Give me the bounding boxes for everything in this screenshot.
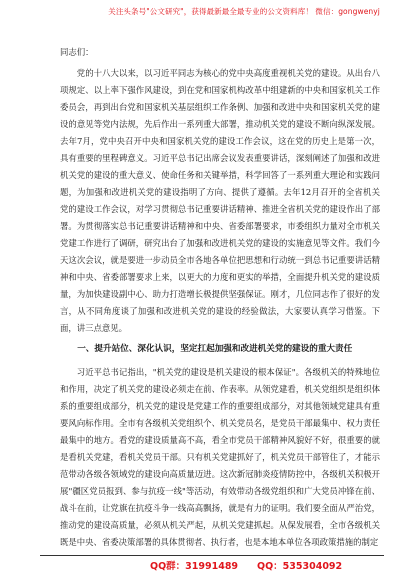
- header-banner: 关注头条号"公文研究"，获得最新最全最专业的公文资料库！ 微信：gongwenyj: [108, 7, 380, 16]
- section-heading: 一、提升站位、深化认识，坚定扛起加强和改进机关党的建设的重大责任: [77, 344, 353, 354]
- footer-divider: [40, 555, 384, 556]
- qq-group-number: QQ群：31991489: [150, 561, 239, 572]
- document-body: [60, 44, 380, 551]
- section-paragraph: 习近平总书记指出，"机关党的建设是机关建设的根本保证"。各级机关的特殊地位和作用，决定了机关党的建设必须走在前、作表率。从领党建看，机关党组织是组织体系的重要组成部分，机关党的建设是党建工作的重要组成部分，对其他领域党建具有重要风向标作用。全市有各级机关党组织个、机关党员名，是党员干部最集中、权力责任最集中的地方。看党的建设质量高不高，看全市党员干部精神风貌好不好，很重要的就是看机关党建，看机关党员干部。只有机关党建抓好了，机关党员干部管住了，才能示范带动各级各领域党的建设向高质量迈进。这次新冠肺炎疫情防控中，各级机关积极开展"疆区党员报到、参与抗疫一线"等活动，有效带动各级党组织和广大党员冲锋在前、战斗在前，让党旗在抗疫斗争一线高高飘扬，就是有力的证明。我们要全面从严治党，推动党的建设高质量，必须从机关严起，从机关党建抓起。从保发展看，全市各级机关既是中央、省委决策部署的具体贯彻者、执行者，也是本地本单位各项政策措施的制定: [60, 367, 380, 547]
- qq-contact-number: QQ：535304092: [257, 561, 343, 572]
- intro-paragraph: 党的十八大以来，以习近平同志为核心的党中央高度重视机关党的建设。从出台八项规定、以上率下强作风建设，到在党和国家机构改革中组建新的中央和国家机关工作委员会，再到出台党和国家机关基层组织工作条例、加强和改进中央和国家机关党的建设的意见等党内法规，先后作出一系列重大部署，推动机关党的建设不断向纵深发展。去年7月，党中央召开中央和国家机关党的建设工作会议，这在党的历史上是第一次，具有重要的里程碑意义。习近平总书记出席会议发表重要讲话，深刻阐述了加强和改进机关党的建设的重大意义、使命任务和关键举措，科学回答了一系列重大理论和实践问题，为加强和改进机关党的建设指明了方向、提供了遵循。去年12月召开的全省机关党的建设工作会议，对学习贯彻总书记重要讲话精神、推进全省机关党的建设作出了部署。为贯彻落实总书记重要讲话精神和中央、省委部署要求，市委组织力量对全市机关党建工作进行了调研，研究出台了加强和改进机关党的建设的实施意见等文件。我们今天这次会议，就是要进一步动员全市各地各单位把思想和行动统一到总书记重要讲话精神和中央、省委部署要求上来，以更大的力度和更实的举措，全面提升机关党的建设质量，为加快建设副中心、助力打造增长极提供坚强保证。刚才，几位同志作了很好的发言，从不同角度谈了加强和改进机关党的建设的经验做法，大家要认真学习借鉴。下面，讲三点意见。: [60, 68, 380, 333]
- greeting: 同志们：: [60, 47, 94, 57]
